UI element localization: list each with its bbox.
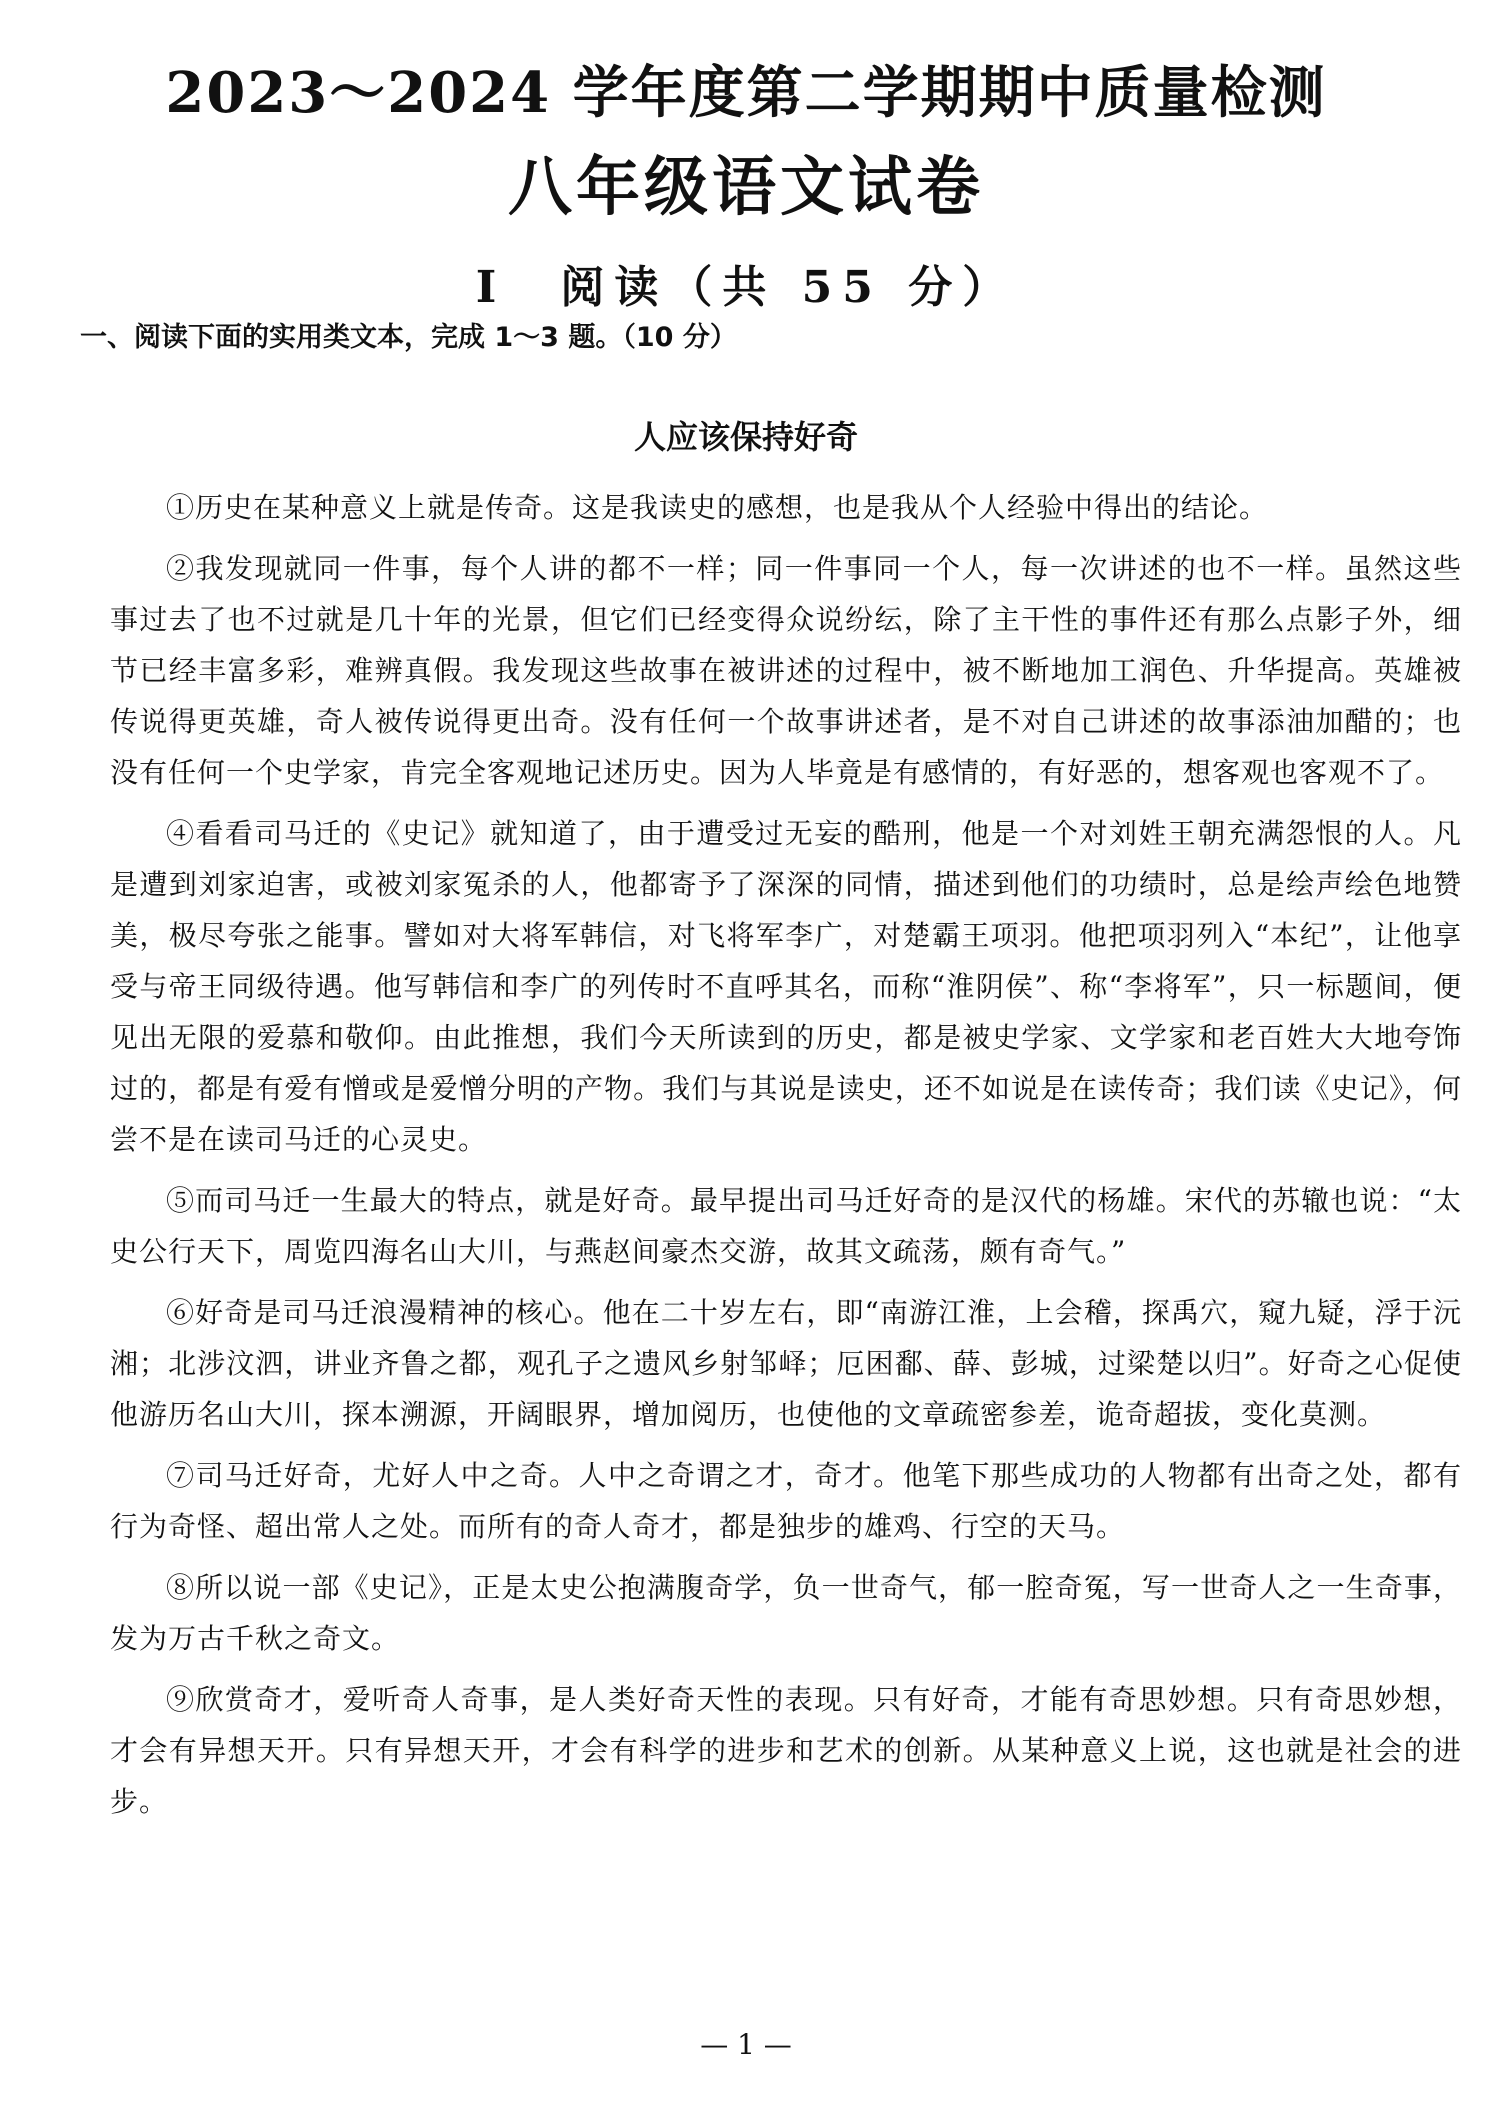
question-heading: 一、阅读下面的实用类文本，完成 1～3 题。（10 分） (80, 322, 737, 353)
paragraph-8: ⑧所以说一部《史记》，正是太史公抱满腹奇学，负一世奇气，郁一腔奇冤，写一世奇人之一生奇事，发为万古千秋之奇文。 (110, 1571, 1462, 1655)
exam-title: 2023～2024 学年度第二学期期中质量检测 (165, 60, 1327, 126)
page-number: — 1 — (700, 2028, 792, 2061)
paragraph-4: ④看看司马迁的《史记》就知道了，由于遭受过无妄的酷刑，他是一个对刘姓王朝充满怨恨的人。凡是遭到刘家迫害，或被刘家冤杀的人，他都寄予了深深的同情，描述到他们的功绩时，总是绘声绘色地赞美，极尽夸张之能事。譬如对大将军韩信，对飞将军李广，对楚霸王项羽。他把项羽列入“本纪”，让他享受与帝王同级待遇。他写韩信和李广的列传时不直呼其名，而称“淮阴侯”、称“李将军”，只一标题间，便见出无限的爱慕和敬仰。由此推想，我们今天所读到的历史，都是被史学家、文学家和老百姓大大地夸饰过的，都是有爱有憎或是爱憎分明的产物。我们与其说是读史，还不如说是在读传奇；我们读《史记》，何尝不是在读司马迁的心灵史。 (110, 817, 1462, 1156)
paragraph-2: ②我发现就同一件事，每个人讲的都不一样；同一件事同一个人，每一次讲述的也不一样。虽然这些事过去了也不过就是几十年的光景，但它们已经变得众说纷纭，除了主干性的事件还有那么点影子外，细节已经丰富多彩，难辨真假。我发现这些故事在被讲述的过程中，被不断地加工润色、升华提高。英雄被传说得更英雄，奇人被传说得更出奇。没有任何一个故事讲述者，是不对自己讲述的故事添油加醋的；也没有任何一个史学家，肯完全客观地记述历史。因为人毕竟是有感情的，有好恶的，想客观也客观不了。 (110, 552, 1462, 789)
paragraph-7: ⑦司马迁好奇，尤好人中之奇。人中之奇谓之才，奇才。他笔下那些成功的人物都有出奇之处，都有行为奇怪、超出常人之处。而所有的奇人奇才，都是独步的雄鸡、行空的天马。 (110, 1459, 1462, 1543)
paragraph-6: ⑥好奇是司马迁浪漫精神的核心。他在二十岁左右，即“南游江淮，上会稽，探禹穴，窥九疑，浮于沅湘；北涉汶泗，讲业齐鲁之都，观孔子之遗风乡射邹峄；厄困鄱、薛、彭城，过梁楚以归”。好奇之心促使他游历名山大川，探本溯源，开阔眼界，增加阅历，也使他的文章疏密参差，诡奇超拔，变化莫测。 (110, 1296, 1462, 1431)
section-heading: Ⅰ 阅读（共 55 分） (475, 262, 1017, 313)
article-body (110, 482, 1462, 1837)
paragraph-1: ①历史在某种意义上就是传奇。这是我读史的感想，也是我从个人经验中得出的结论。 (166, 491, 1269, 524)
exam-subtitle: 八年级语文试卷 (508, 150, 984, 225)
paragraph-9: ⑨欣赏奇才，爱听奇人奇事，是人类好奇天性的表现。只有好奇，才能有奇思妙想。只有奇思妙想，才会有异想天开。只有异想天开，才会有科学的进步和艺术的创新。从某种意义上说，这也就是社会的进步。 (110, 1683, 1462, 1818)
article-title: 人应该保持好奇 (633, 418, 858, 456)
paragraph-5: ⑤而司马迁一生最大的特点，就是好奇。最早提出司马迁好奇的是汉代的杨雄。宋代的苏辙也说：“太史公行天下，周览四海名山大川，与燕赵间豪杰交游，故其文疏荡，颇有奇气。” (110, 1184, 1462, 1268)
